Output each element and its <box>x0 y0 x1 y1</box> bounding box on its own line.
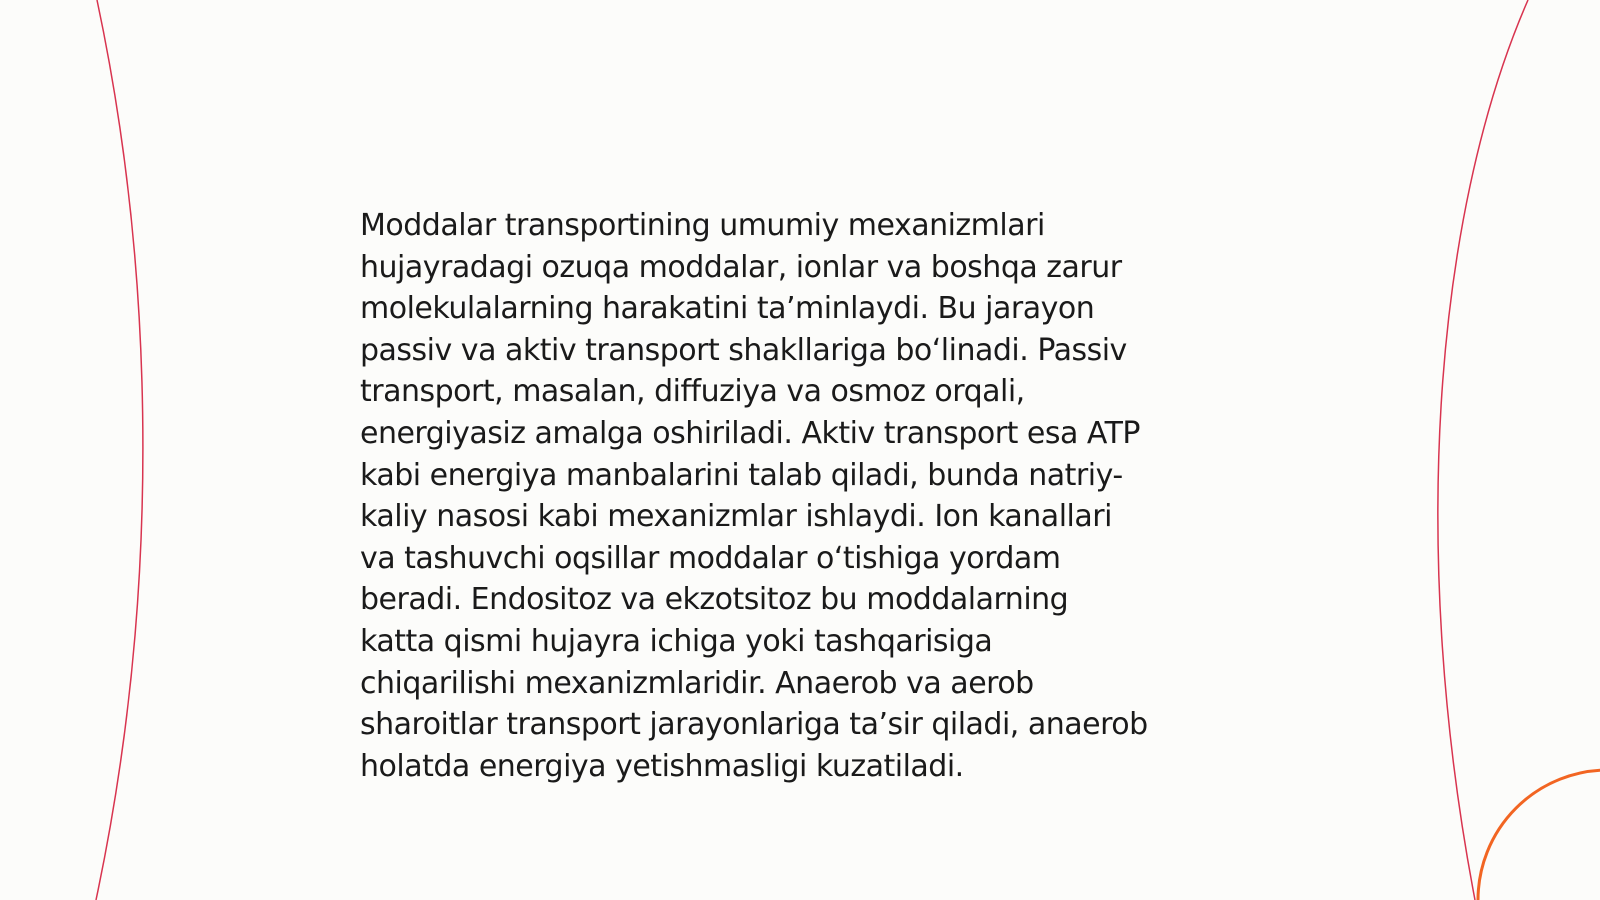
accent-circle <box>1478 770 1600 900</box>
left-curve-line <box>96 0 143 900</box>
right-curve-line <box>1438 0 1528 900</box>
slide-body-text: Moddalar transportining umumiy mexanizmlari hujayradagi ozuqa moddalar, ionlar va boshqa zarur molekulalarning harakatini ta’minlaydi. Bu jarayon passiv va aktiv transport shakllariga bo‘linadi. Passiv transport, masalan, diffuziya va osmoz orqali, energiyasiz amalga oshiriladi. Aktiv transport esa ATP kabi energiya manbalarini talab qiladi, bunda natriy- kaliy nasosi kabi mexanizmlar ishlaydi. Ion kanallari va tashuvchi oqsillar moddalar o‘tishiga yordam beradi. Endositoz va ekzotsitoz bu moddalarning katta qismi hujayra ichiga yoki tashqarisiga chiqarilishi mexanizmlaridir. Anaerob va aerob sharoitlar transport jarayonlariga ta’sir qiladi, anaerob holatda energiya yetishmasligi kuzatiladi. <box>360 208 1148 784</box>
